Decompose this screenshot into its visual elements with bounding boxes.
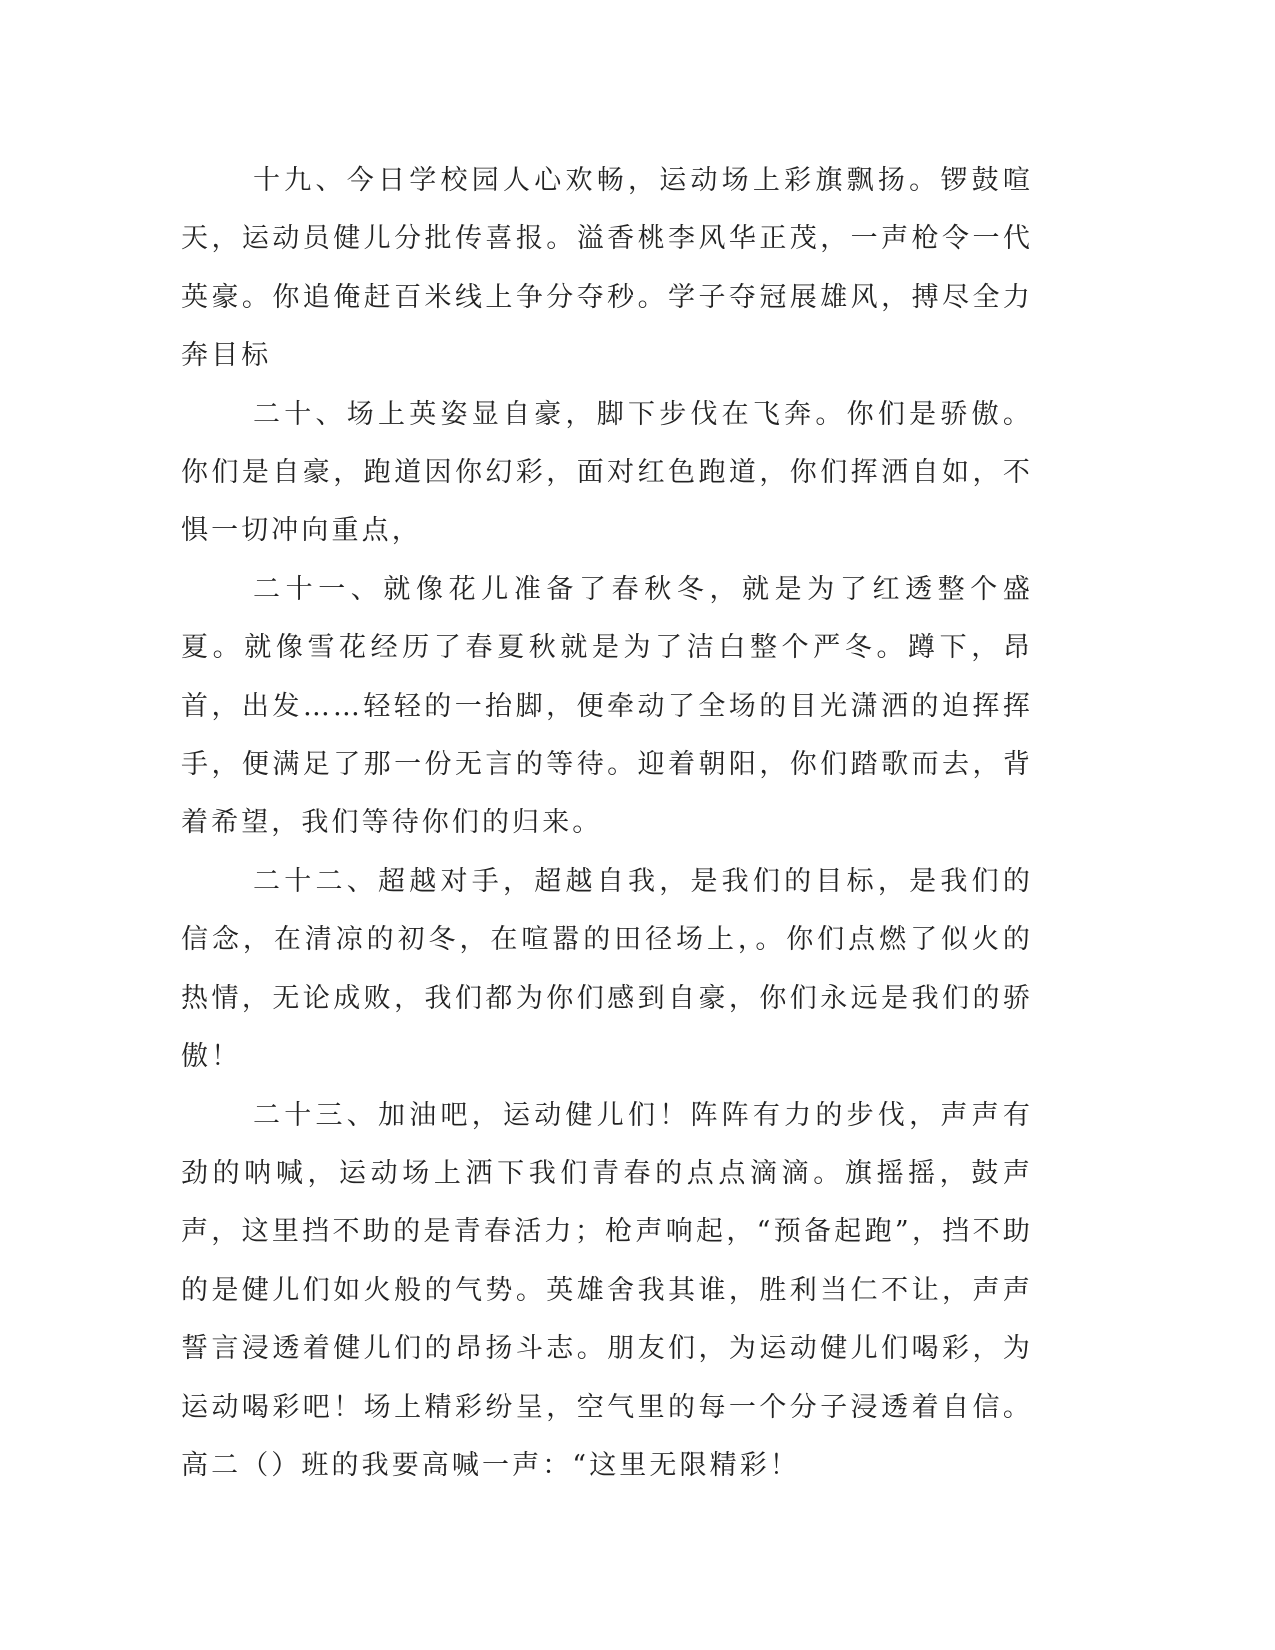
paragraph-20: 二十、场上英姿显自豪，脚下步伐在飞奔。你们是骄傲。你们是自豪，跑道因你幻彩，面对红色跑道，你们挥洒自如，不惧一切冲向重点，	[181, 398, 1033, 547]
document-body	[181, 152, 1033, 1495]
paragraph-21: 二十一、就像花儿准备了春秋冬，就是为了红透整个盛夏。就像雪花经历了春夏秋就是为了洁白整个严冬。蹲下，昂首，出发……轻轻的一抬脚，便牵动了全场的目光潇洒的迫挥挥手，便满足了那一份无言的等待。迎着朝阳，你们踏歌而去，背着希望，我们等待你们的归来。	[181, 573, 1033, 839]
paragraph-23: 二十三、加油吧，运动健儿们！阵阵有力的步伐，声声有劲的呐喊，运动场上洒下我们青春的点点滴滴。旗摇摇，鼓声声，这里挡不助的是青春活力；枪声响起，“预备起跑”，挡不助的是健儿们如火般的气势。英雄舍我其谁，胜利当仁不让，声声誓言浸透着健儿们的昂扬斗志。朋友们，为运动健儿们喝彩，为运动喝彩吧！场上精彩纷呈，空气里的每一个分子浸透着自信。高二（）班的我要高喊一声：“这里无限精彩！	[181, 1099, 1033, 1481]
paragraph-22: 二十二、超越对手，超越自我，是我们的目标，是我们的信念，在清凉的初冬，在喧嚣的田径场上，。你们点燃了似火的热情，无论成败，我们都为你们感到自豪，你们永远是我们的骄傲！	[181, 865, 1033, 1073]
paragraph-19: 十九、今日学校园人心欢畅，运动场上彩旗飘扬。锣鼓喧天，运动员健儿分批传喜报。溢香桃李风华正茂，一声枪令一代英豪。你追俺赶百米线上争分夺秒。学子夺冠展雄风，搏尽全力奔目标	[181, 165, 1033, 372]
